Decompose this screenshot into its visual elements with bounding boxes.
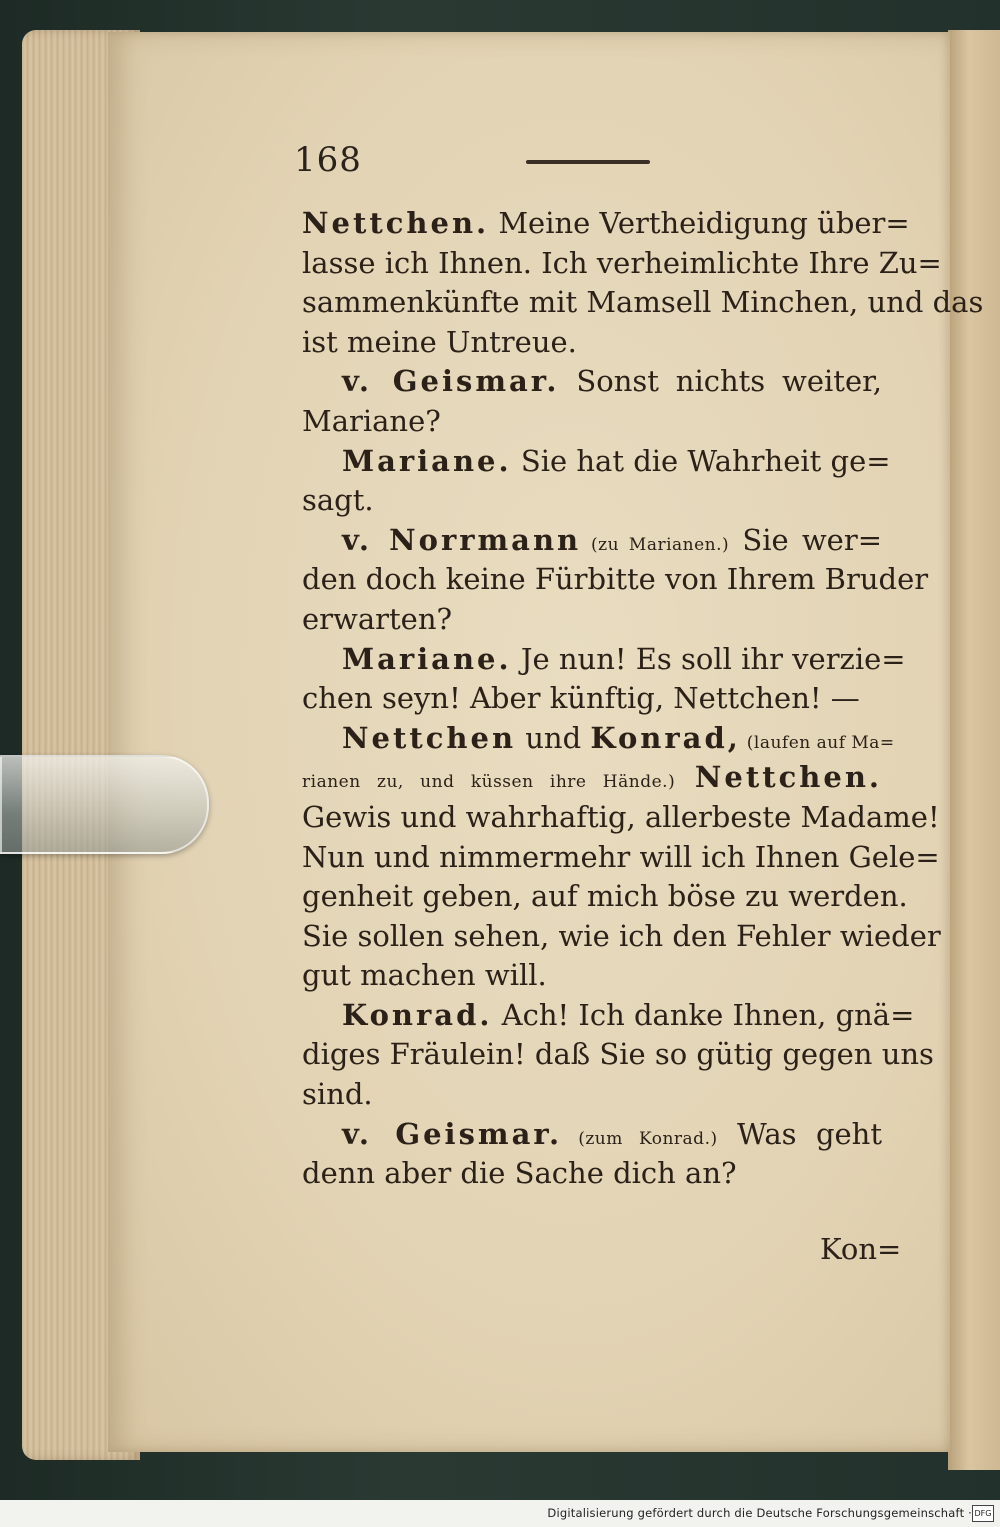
- line-text: Mariane?: [302, 403, 441, 438]
- stage-direction: (zum Konrad.): [562, 1128, 718, 1149]
- line-text: genheit geben, auf mich böse zu werden.: [302, 879, 908, 914]
- line-text: ist meine Untreue.: [302, 324, 577, 359]
- speaker-name: Konrad,: [590, 720, 741, 755]
- stage-direction: (zu Marianen.): [581, 534, 730, 555]
- text-line: [302, 1035, 934, 1075]
- line-text: Je nun! Es soll ihr verzie=: [511, 641, 906, 676]
- text-line: [302, 244, 942, 284]
- text-line: [302, 442, 891, 482]
- line-text: sammenkünfte mit Mamsell Minchen, und das: [302, 285, 984, 320]
- page-text: [302, 204, 984, 1194]
- line-text: [675, 760, 695, 794]
- line-text: und: [516, 720, 591, 755]
- line-text: lasse ich Ihnen. Ich verheimlichte Ihre Zu=: [302, 245, 942, 280]
- text-line: [302, 798, 940, 838]
- line-text: Sie wer=: [729, 522, 882, 557]
- header-rule: [526, 160, 650, 164]
- text-line: [302, 402, 882, 442]
- text-line: [302, 1075, 882, 1115]
- speaker-name: Mariane.: [342, 641, 512, 676]
- dfg-logo: DFG: [972, 1505, 994, 1522]
- stage-direction: (laufen auf Ma=: [740, 732, 895, 753]
- line-text: Gewis und wahrhaftig, allerbeste Madame!: [302, 799, 940, 834]
- text-line: [302, 758, 882, 798]
- line-text: chen seyn! Aber künftig, Nettchen! —: [302, 681, 860, 716]
- line-text: Was geht: [717, 1116, 882, 1151]
- line-text: Meine Vertheidigung über=: [489, 206, 910, 240]
- text-line: [302, 283, 984, 323]
- text-line: [302, 996, 915, 1036]
- text-line: [302, 1154, 882, 1194]
- line-text: sagt.: [302, 483, 374, 518]
- speaker-name: v. Geismar.: [342, 364, 560, 399]
- footer-bar: [0, 1500, 1000, 1527]
- speaker-name: v. Geismar.: [342, 1116, 563, 1151]
- footer-credit: Digitalisierung gefördert durch die Deutsche Forschungsgemeinschaft ·: [547, 1506, 972, 1520]
- line-text: erwarten?: [302, 601, 453, 636]
- speaker-name: v. Norrmann: [342, 522, 582, 557]
- text-line: [302, 838, 940, 878]
- text-line: [302, 956, 882, 996]
- text-line: [302, 917, 941, 957]
- line-text: den doch keine Fürbitte von Ihrem Bruder: [302, 562, 929, 597]
- speaker-name: Nettchen.: [302, 206, 490, 240]
- book-clamp: [0, 755, 209, 854]
- text-line: [302, 521, 882, 561]
- line-text: denn aber die Sache dich an?: [302, 1156, 737, 1191]
- line-text: gut machen will.: [302, 958, 547, 993]
- text-line: [302, 877, 908, 917]
- text-line: [302, 481, 882, 521]
- text-line: [302, 679, 882, 719]
- text-line: [302, 1115, 882, 1155]
- text-line: [302, 640, 906, 680]
- stage-direction: rianen zu, und küssen ihre Hände.): [302, 772, 676, 793]
- text-line: [302, 323, 882, 363]
- line-text: diges Fräulein! daß Sie so gütig gegen uns: [302, 1037, 934, 1072]
- line-text: Ach! Ich danke Ihnen, gnä=: [492, 997, 915, 1032]
- speaker-name: Nettchen.: [694, 760, 882, 795]
- text-line: [302, 600, 882, 640]
- text-line: [302, 719, 895, 759]
- line-text: Sie hat die Wahrheit ge=: [511, 443, 891, 478]
- page-number: 168: [294, 140, 362, 180]
- speaker-name: Konrad.: [342, 997, 493, 1032]
- page-header: [294, 138, 854, 188]
- catchword: Kon=: [820, 1232, 902, 1266]
- facing-page-edge: [948, 30, 1000, 1470]
- line-text: Sie sollen sehen, wie ich den Fehler wieder: [302, 918, 941, 953]
- line-text: Nun und nimmermehr will ich Ihnen Gele=: [302, 839, 940, 874]
- text-line: [302, 362, 882, 402]
- text-line: [302, 560, 929, 600]
- line-text: Sonst nichts weiter,: [559, 364, 882, 399]
- speaker-name: Nettchen: [342, 720, 517, 755]
- speaker-name: Mariane.: [342, 443, 512, 478]
- line-text: sind.: [302, 1077, 373, 1112]
- text-line: [302, 204, 910, 244]
